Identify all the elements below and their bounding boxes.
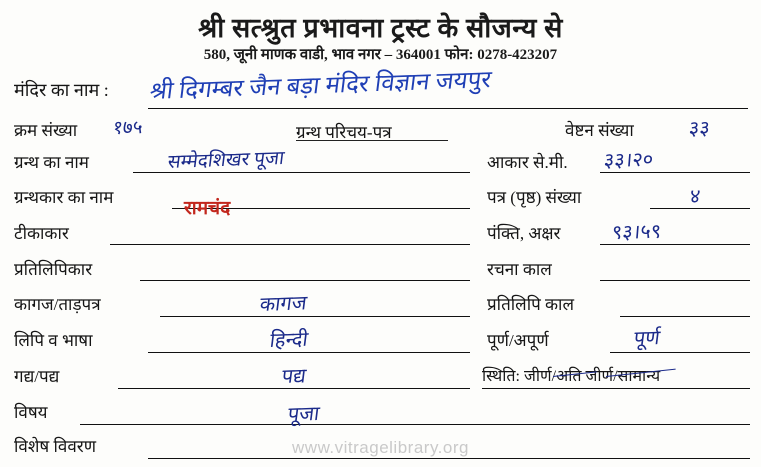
label-lines-letters: पंक्ति, अक्षर	[487, 224, 561, 243]
temple-name-value: श्री दिगम्बर जैन बड़ा मंदिर विज्ञान जयपुर	[148, 67, 493, 105]
rule-complete-incomplete	[610, 352, 750, 353]
watermark-text: www.vitragelibrary.org	[292, 438, 469, 457]
rule-composition-period	[600, 280, 750, 281]
trust-address: 580, जूनी माणक वाडी, भाव नगर – 364001 फोन: 0278-423207	[203, 47, 558, 63]
value-author-name: रामचंद	[184, 198, 231, 219]
label-complete-incomplete: पूर्ण/अपूर्ण	[487, 331, 549, 350]
label-size-cm: आकार से.मी.	[487, 153, 568, 172]
value-lines-letters: ९३।५९	[611, 220, 663, 244]
label-page-count: पत्र (पृष्ठ) संख्या	[487, 188, 582, 207]
label-special-remarks: विशेष विवरण	[14, 437, 97, 456]
label-author-name: ग्रन्थकार का नाम	[14, 188, 114, 207]
rule-page-count	[650, 208, 750, 209]
label-copy-period: प्रतिलिपि काल	[487, 295, 574, 314]
value-complete-incomplete: पूर्ण	[632, 327, 662, 350]
label-script-language: लिपि व भाषा	[14, 331, 93, 350]
trust-title: श्री सत्श्रुत प्रभावना ट्रस्ट के सौजन्य से	[198, 13, 563, 43]
rule-copyist	[140, 280, 470, 281]
label-prose-verse: गद्य/पद्य	[14, 367, 60, 386]
rule-form-title	[296, 140, 448, 141]
value-paper-or-palm: कागज	[258, 292, 309, 316]
label-copyist: प्रतिलिपिकार	[14, 260, 93, 279]
temple-name-label: मंदिर का नाम :	[14, 80, 109, 100]
label-composition-period: रचना काल	[487, 260, 552, 279]
value-size-cm: ३३।२०	[603, 148, 655, 172]
rule-script-language	[148, 352, 470, 353]
rule-condition	[482, 388, 750, 389]
value-subject: पूजा	[286, 402, 321, 426]
rule-copy-period	[620, 316, 750, 317]
rule-paper-or-palm	[160, 316, 470, 317]
label-text-name: ग्रन्थ का नाम	[14, 153, 89, 172]
label-bundle-number: वेष्टन संख्या	[565, 121, 634, 140]
rule-special-remarks	[148, 458, 750, 459]
value-script-language: हिन्दी	[268, 328, 310, 352]
value-prose-verse: पद्य	[280, 365, 308, 388]
value-serial-number: १७५	[112, 117, 144, 139]
label-subject: विषय	[14, 403, 48, 422]
rule-temple	[148, 108, 748, 109]
label-condition: स्थिति: जीर्ण/अति जीर्ण/सामान्य	[482, 368, 661, 385]
value-bundle-number: ३३	[688, 117, 711, 140]
label-serial-number: क्रम संख्या	[14, 121, 78, 140]
value-text-name: सम्मेदशिखर पूजा	[166, 147, 286, 173]
rule-subject	[80, 424, 750, 425]
label-paper-or-palm: कागज/ताड़पत्र	[14, 295, 101, 314]
value-page-count: ४	[689, 185, 702, 208]
label-commentator: टीकाकार	[14, 224, 69, 243]
rule-commentator	[110, 244, 470, 245]
form-title: ग्रन्थ परिचय-पत्र	[296, 123, 392, 142]
